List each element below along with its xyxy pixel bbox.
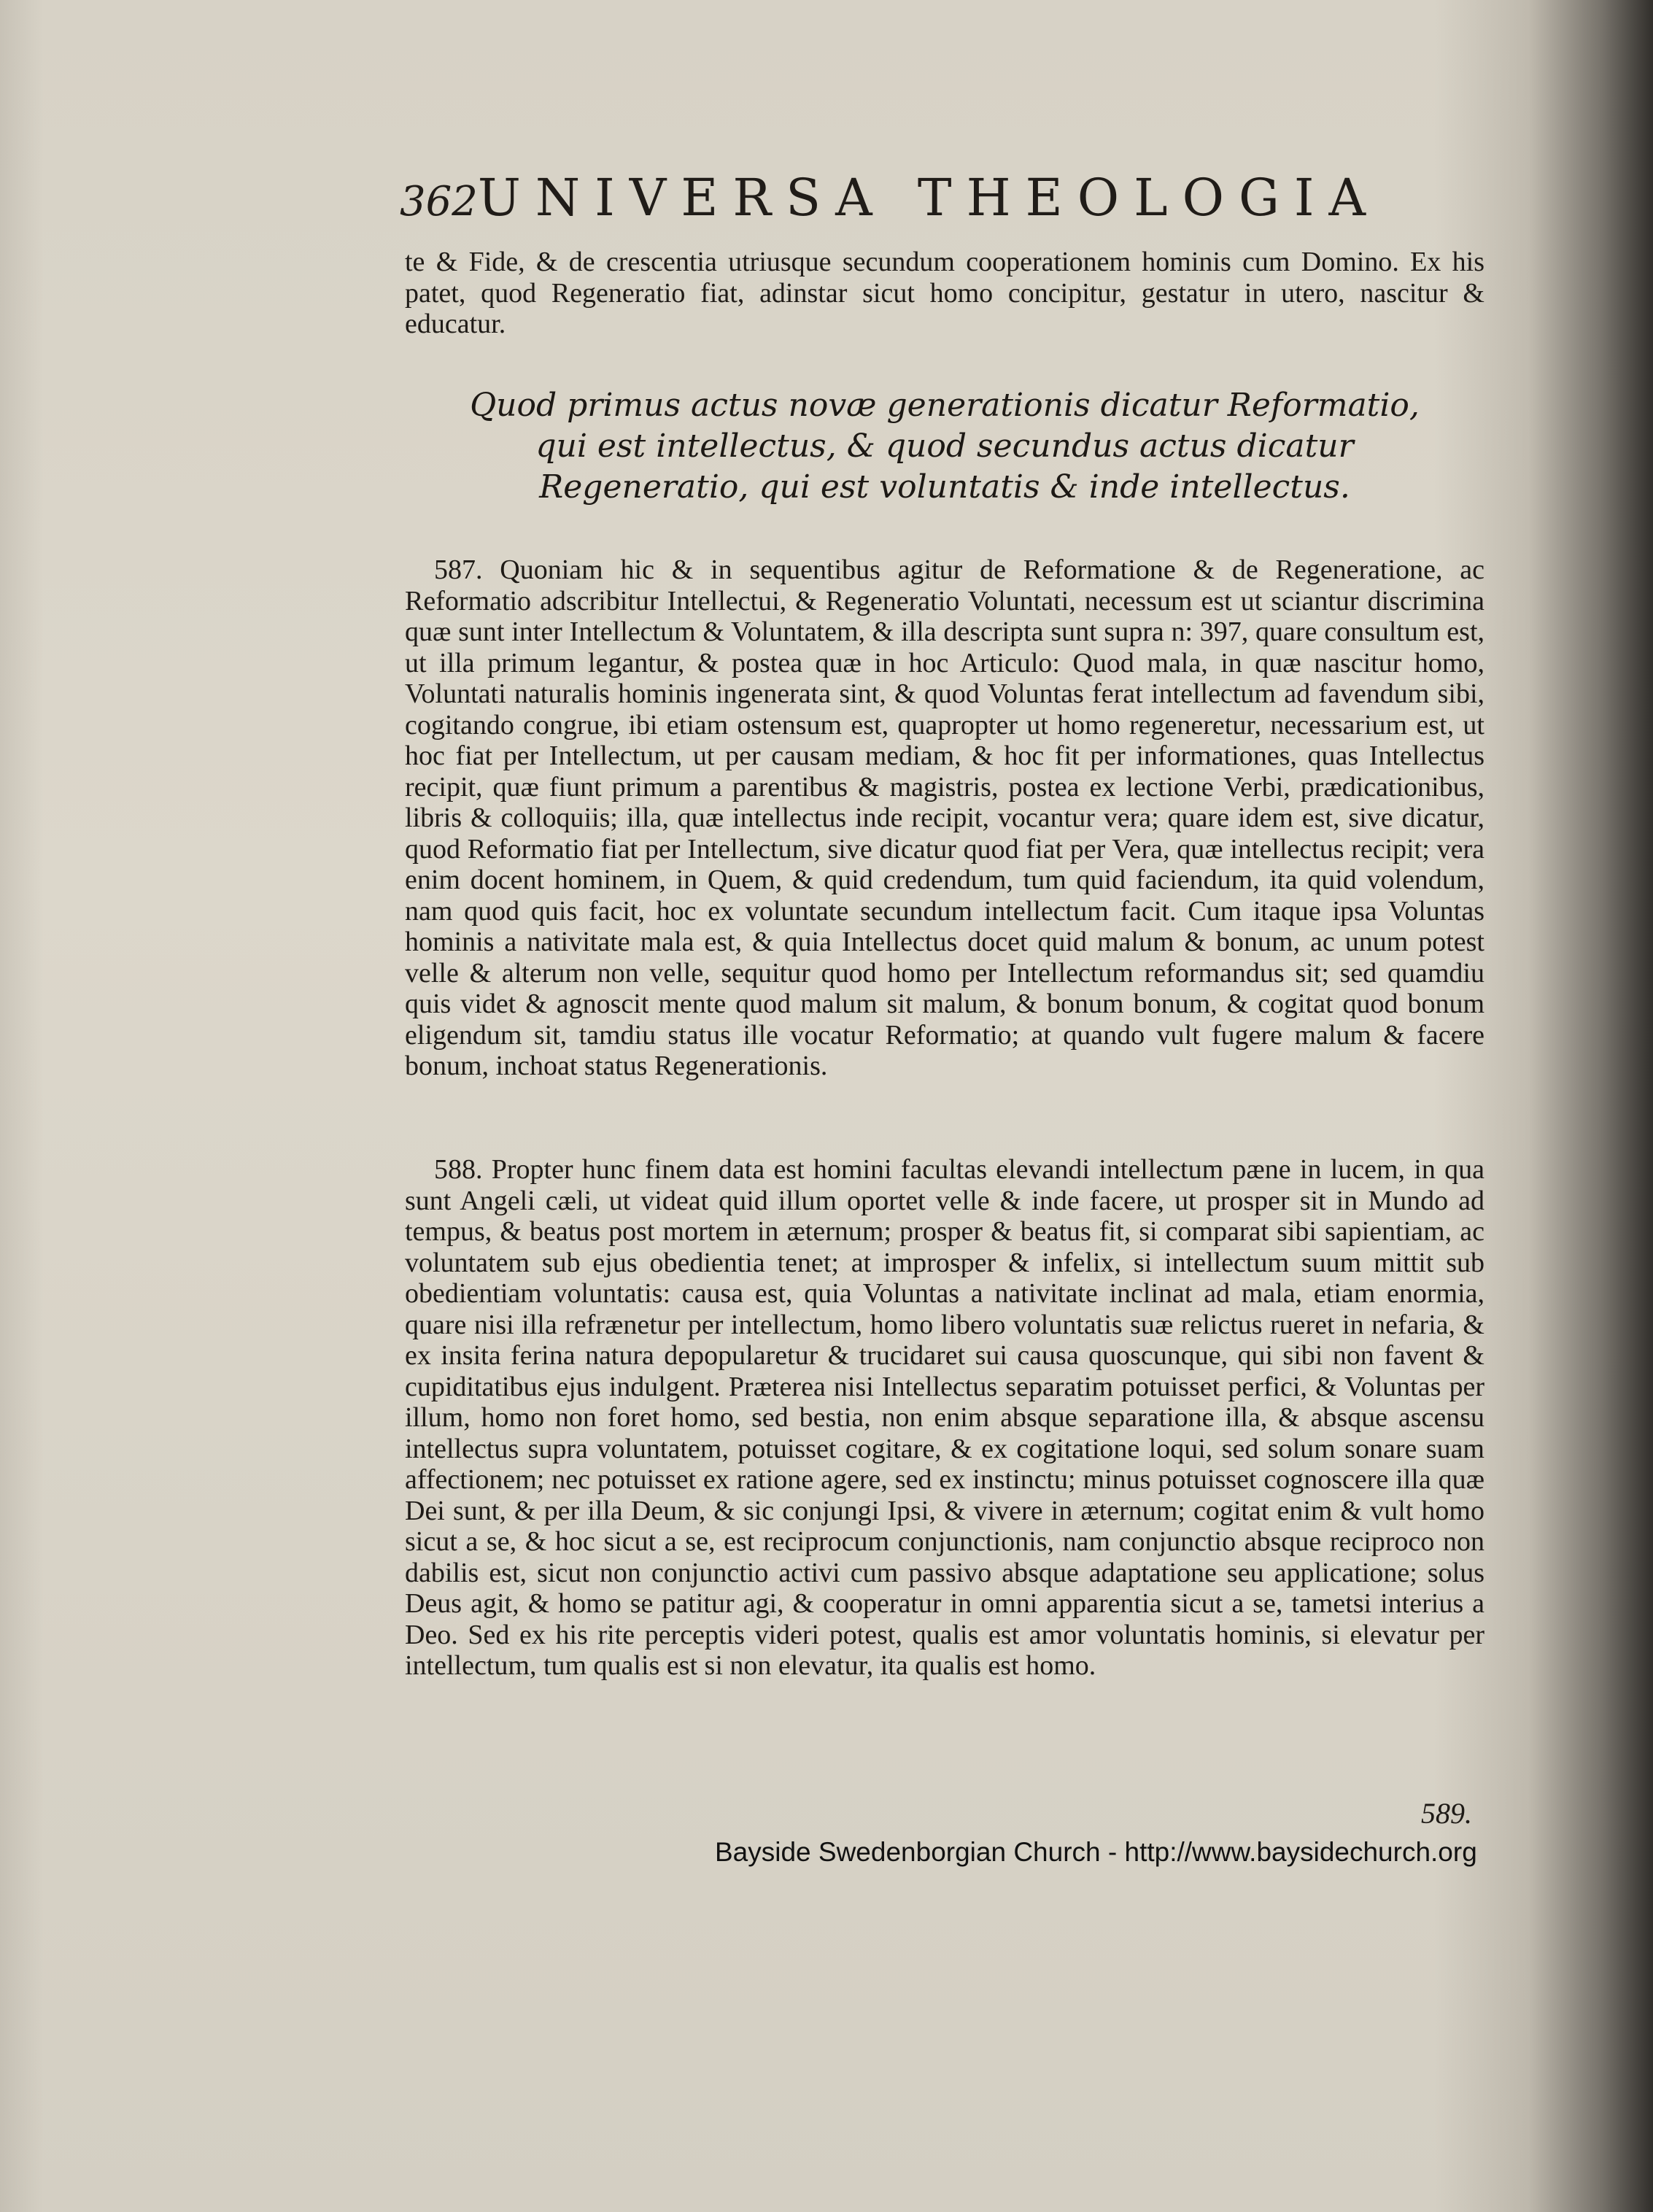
section-heading-line: Quod primus actus novæ generationis dicatur Reformatio, (470, 387, 1420, 424)
paragraph-587 (405, 554, 1484, 1082)
catchword: 589. (1421, 1797, 1472, 1830)
paragraph-text: 587. Quoniam hic & in sequentibus agitur de Reformatione & de Regeneratione, ac Reformatio adscribitur Intellectui, & Regeneratio Voluntati, necessum est ut sciantur discrimina quæ sunt inter Intellectum & Voluntatem, & illa descripta sunt supra n: 397, quare consultum est, ut illa primum legantur, & postea quæ in hoc Articulo: Quod mala, in quæ nascitur homo, Voluntati naturalis hominis ingenerata sint, & quod Voluntas ferat intellectum ad favendum sibi, cogitando congrue, ibi etiam ostensum est, quapropter ut homo regeneretur, necessarium est, ut hoc fiat per Intellectum, ut per causam mediam, & hoc fit per informationes, quas Intellectus recipit, quæ fiunt primum a parentibus & magistris, postea ex lectione Verbi, prædicationibus, libris & colloquiis; illa, quæ intellectus inde recipit, vocantur vera; quare idem est, sive dicatur, quod Reformatio fiat per Intellectum, sive dicatur quod fiat per Vera, quæ intellectus recipit; vera enim docent hominem, in Quem, & quid credendum, tum quid faciendum, ita quid volendum, nam quod quis facit, hoc ex voluntate secundum intellectum facit. Cum itaque ipsa Voluntas hominis a nativitate mala est, & quia Intellectus docet quid malum & bonum, ac unum potest velle & alterum non velle, sequitur quod homo per Intellectum reformandus sit; sed quamdiu quis videt & agnoscit mente quod malum sit malum, & bonum bonum, & cogitat quod bonum eligendum sit, tamdiu status ille vocatur Reformatio; at quando vult fugere malum & facere bonum, inchoat status Regenerationis. (405, 554, 1484, 1081)
continuation-paragraph: te & Fide, & de crescentia utriusque secundum cooperationem hominis cum Domino. Ex his patet, quod Regeneratio fiat, adinstar sicut homo concipitur, gestatur in utero, nascitur & educatur. (405, 247, 1484, 339)
section-heading-line: Regeneratio, qui est voluntatis & inde intellectus. (539, 468, 1350, 506)
page-header (400, 168, 1381, 228)
section-heading-line: qui est intellectus, & quod secundus actus dicatur (535, 428, 1354, 465)
watermark-text: Bayside Swedenborgian Church - http://www.baysidechurch.org (715, 1837, 1477, 1867)
paragraph-588 (405, 1154, 1484, 1682)
page-number: 362 (400, 178, 478, 225)
paragraph-text: 588. Propter hunc finem data est homini facultas elevandi intellectum pæne in lucem, in qua sunt Angeli cæli, ut videat quid illum oportet velle & inde facere, ut prosper sit in Mundo ad tempus, & beatus post mortem in æternum; prosper & beatus fit, si comparat sibi sapientiam, ac voluntatem sub ejus obedientia tenet; at improsper & infelix, si intellectum suum mittit sub obedientiam voluntatis: causa est, quia Voluntas a nativitate inclinat ad mala, etiam enormia, quare nisi illa refrænetur per intellectum, homo libero voluntatis suæ relictus rueret in nefaria, & ex insita ferina natura depopularetur & trucidaret sui causa quoscunque, qui sibi non favent & cupiditatibus ejus indulgent. Præterea nisi Intellectus separatim potuisset perfici, & Voluntas per illum, homo non foret homo, sed bestia, non enim absque separatione illa, & absque ascensu intellectus supra voluntatem, potuisset cogitare, & ex cogitatione loqui, sed solum sonare suam affectionem; nec potuisset ex ratione agere, sed ex instinctu; minus potuisset cognoscere illa quæ Dei sunt, & per illa Deum, & sic conjungi Ipsi, & vivere in æternum; cogitat enim & vult homo sicut a se, & hoc sicut a se, est reciprocum conjunctionis, nam conjunctio absque reciproco non dabilis est, sicut non conjunctio activi cum passivo absque adaptatione seu applicatione; solus Deus agit, & homo se patitur agi, & cooperatur in omni apparentia sicut a se, tametsi interius a Deo. Sed ex his rite perceptis videri potest, qualis est amor voluntatis hominis, si elevatur per intellectum, tum qualis est si non elevatur, ita qualis est homo. (405, 1154, 1484, 1681)
running-title: UNIVERSA THEOLOGIA (477, 168, 1381, 228)
section-heading (409, 385, 1481, 508)
